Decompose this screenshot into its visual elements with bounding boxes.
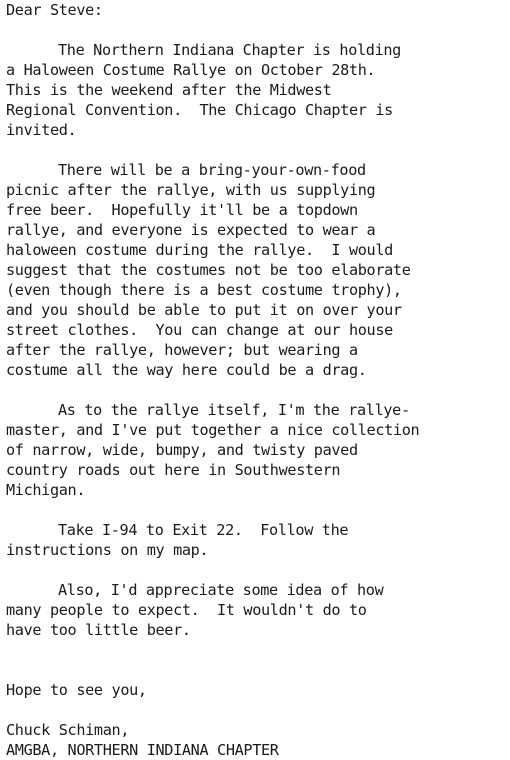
text-line: of narrow, wide, bumpy, and twisty paved (6, 441, 358, 459)
text-line: free beer. Hopefully it'll be a topdown (6, 201, 358, 219)
blank-line (6, 20, 506, 40)
text-line: suggest that the costumes not be too elaborate (6, 261, 411, 279)
text-line: and you should be able to put it on over your (6, 301, 402, 319)
letter-body (6, 0, 506, 760)
blank-line (6, 140, 506, 160)
text-line: after the rallye, however; but wearing a (6, 341, 358, 359)
blank-line (6, 500, 506, 520)
blank-line (6, 660, 506, 680)
text-line: have too little beer. (6, 621, 191, 639)
text-line: invited. (6, 121, 77, 139)
signature-org: AMGBA, NORTHERN INDIANA CHAPTER (6, 741, 279, 759)
blank-line (6, 560, 506, 580)
paragraph-2 (6, 160, 506, 380)
paragraph-1 (6, 40, 506, 140)
text-line: As to the rallye itself, I'm the rallye- (58, 401, 410, 419)
text-line: Regional Convention. The Chicago Chapter is (6, 101, 393, 119)
text-line: a Haloween Costume Rallye on October 28th. (6, 61, 376, 79)
text-line: haloween costume during the rallye. I would (6, 241, 393, 259)
text-line: This is the weekend after the Midwest (6, 81, 332, 99)
text-line: The Northern Indiana Chapter is holding (58, 41, 401, 59)
text-line: street clothes. You can change at our house (6, 321, 393, 339)
blank-line (6, 640, 506, 660)
blank-line (6, 700, 506, 720)
paragraph-5 (6, 580, 506, 640)
signature-name: Chuck Schiman, (6, 721, 130, 739)
text-line: instructions on my map. (6, 541, 209, 559)
blank-line (6, 380, 506, 400)
text-line: costume all the way here could be a drag. (6, 361, 367, 379)
paragraph-4 (6, 520, 506, 560)
text-line: rallye, and everyone is expected to wear a (6, 221, 376, 239)
paragraph-3 (6, 400, 506, 500)
text-line: There will be a bring-your-own-food (58, 161, 366, 179)
text-line: Michigan. (6, 481, 86, 499)
text-line: Take I-94 to Exit 22. Follow the (58, 521, 349, 539)
text-line: many people to expect. It wouldn't do to (6, 601, 367, 619)
text-line: country roads out here in Southwestern (6, 461, 341, 479)
text-line: picnic after the rallye, with us supplying (6, 181, 376, 199)
closing: Hope to see you, (6, 681, 147, 699)
salutation: Dear Steve: (6, 1, 103, 19)
text-line: Also, I'd appreciate some idea of how (58, 581, 384, 599)
text-line: master, and I've put together a nice collection (6, 421, 420, 439)
text-line: (even though there is a best costume trophy), (6, 281, 402, 299)
